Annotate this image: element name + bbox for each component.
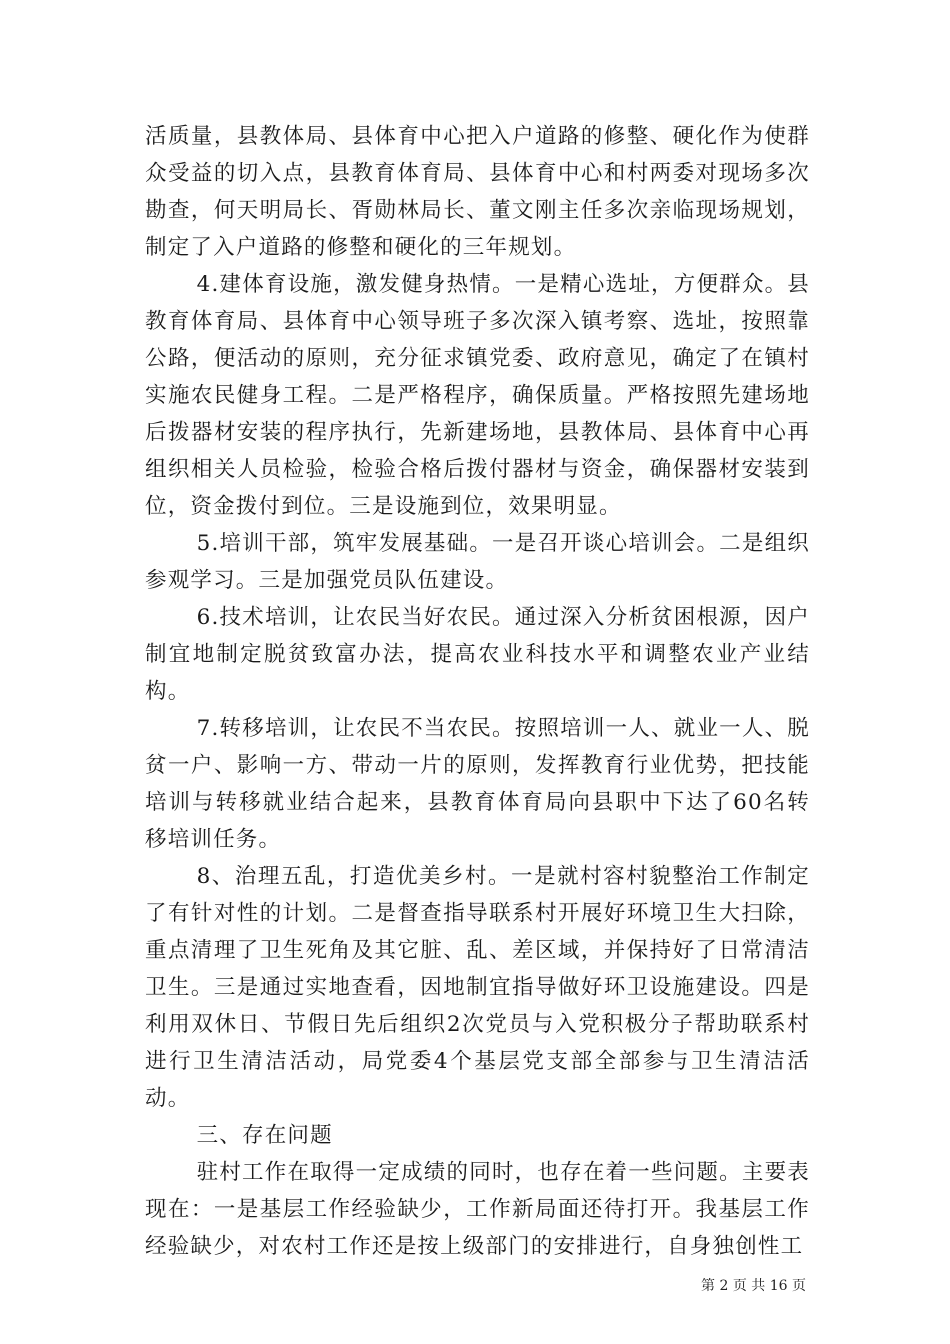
section-heading-existing-problems: 三、存在问题 xyxy=(196,1123,333,1148)
paragraph-item-4-sports-facilities: 4.建体育设施，激发健身热情。一是精心选址，方便群众。县教育体育局、县体育中心领导班子多次深入镇考察、选址，按照靠公路，便活动的原则，充分征求镇党委、政府意见，确定了在镇村实施农民健身工程。二是严格程序，确保质量。严格按照先建场地后拨器材安装的程序执行，先新建场地，县教体局、县体育中心再组织相关人员检验，检验合格后拨付器材与资金，确保器材安装到位，资金拨付到位。三是设施到位，效果明显。 xyxy=(145,272,810,519)
paragraph-item-6-technical-training: 6.技术培训，让农民当好农民。通过深入分析贫困根源，因户制宜地制定脱贫致富办法，提高农业科技水平和调整农业产业结构。 xyxy=(145,605,810,704)
document-body xyxy=(145,118,810,1265)
paragraph-item-7-transfer-training: 7.转移培训，让农民不当农民。按照培训一人、就业一人、脱贫一户、影响一方、带动一片的原则，发挥教育行业优势，把技能培训与转移就业结合起来，县教育体育局向县职中下达了60名转移培训任务。 xyxy=(145,716,810,852)
paragraph-continued-road-repair: 活质量，县教体局、县体育中心把入户道路的修整、硬化作为使群众受益的切入点，县教育体育局、县体育中心和村两委对现场多次勘查，何天明局长、胥勋林局长、董文刚主任多次亲临现场规划，制定了入户道路的修整和硬化的三年规划。 xyxy=(145,124,810,260)
paragraph-item-5-cadre-training: 5.培训干部，筑牢发展基础。一是召开谈心培训会。二是组织参观学习。三是加强党员队伍建设。 xyxy=(145,531,810,593)
paragraph-problems-intro: 驻村工作在取得一定成绩的同时，也存在着一些问题。主要表现在：一是基层工作经验缺少，工作新局面还待打开。我基层工作经验缺少，对农村工作还是按上级部门的安排进行，自身独创性工 xyxy=(145,1160,810,1259)
paragraph-item-8-village-cleanup: 8、治理五乱，打造优美乡村。一是就村容村貌整治工作制定了有针对性的计划。二是督查指导联系村开展好环境卫生大扫除，重点清理了卫生死角及其它脏、乱、差区域，并保持好了日常清洁卫生。三是通过实地查看，因地制宜指导做好环卫设施建设。四是利用双休日、节假日先后组织2次党员与入党积极分子帮助联系村进行卫生清洁活动，局党委4个基层党支部全部参与卫生清洁活动。 xyxy=(145,864,810,1111)
page-number-footer: 第 2 页 共 16 页 xyxy=(701,1278,806,1294)
